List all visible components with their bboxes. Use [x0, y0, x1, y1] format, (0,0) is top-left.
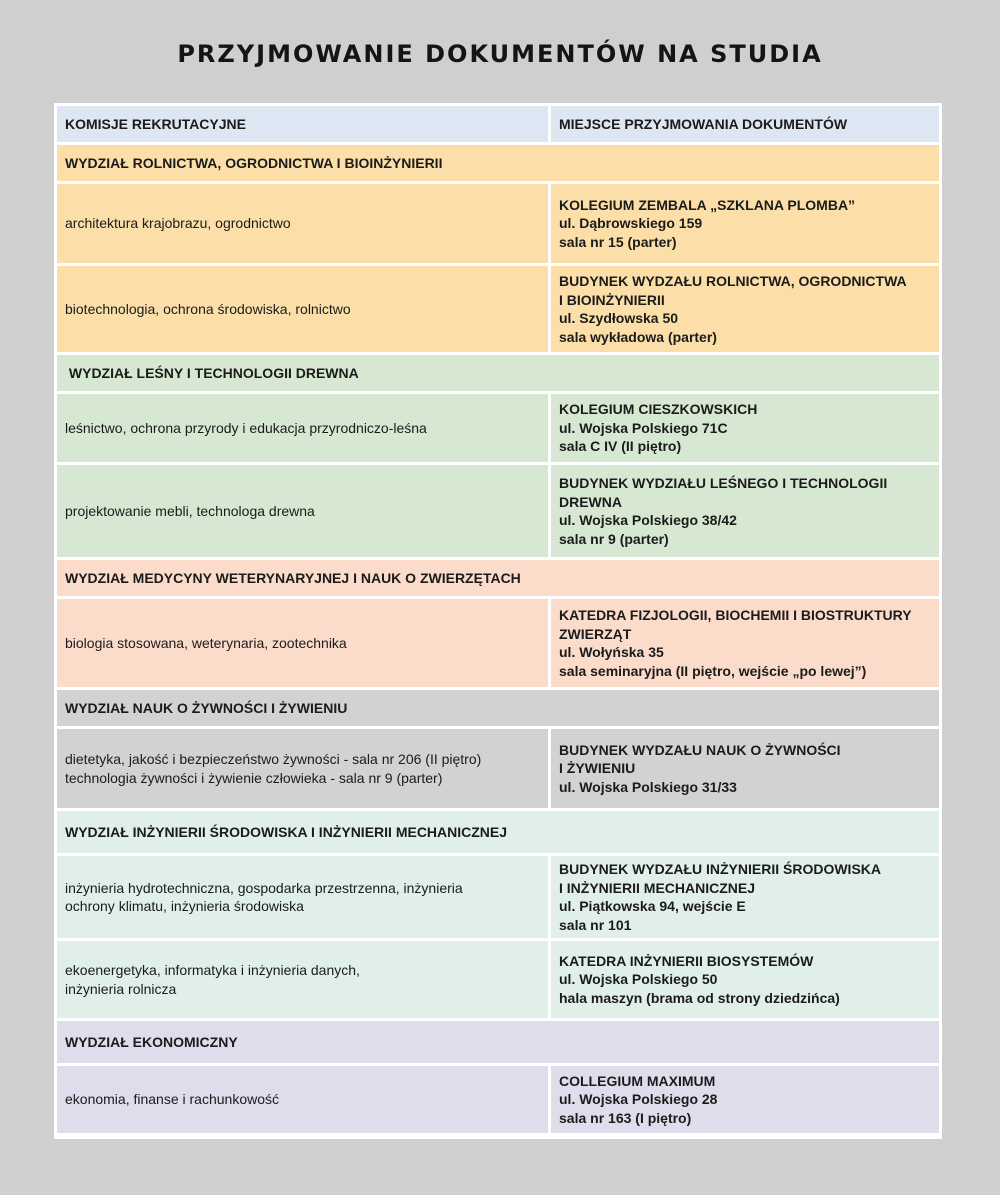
programs-cell — [57, 266, 548, 352]
admissions-table — [54, 103, 942, 1139]
programs-cell — [57, 1066, 548, 1133]
program-line: inżynieria hydrotechniczna, gospodarka przestrzenna, inżynieria — [65, 879, 463, 896]
faculty-row-zywnosc — [57, 690, 939, 726]
place-line: I INŻYNIERII MECHANICZNEJ — [559, 879, 756, 896]
place-line: BUDYNEK WYDZAŁU INŻYNIERII ŚRODOWISKA — [559, 861, 881, 877]
place-line: ul. Wojska Polskiego 31/33 — [559, 778, 737, 795]
place-line: ul. Wojska Polskiego 50 — [559, 971, 718, 988]
place-line: KOLEGIUM ZEMBALA „SZKLANA PLOMBA” — [559, 196, 856, 213]
faculty-name: WYDZIAŁ NAUK O ŻYWNOŚCI I ŻYWIENIU — [57, 690, 939, 726]
header-commissions: KOMISJE REKRUTACYJNE — [57, 106, 548, 142]
place-cell — [551, 394, 939, 462]
programs-cell — [57, 729, 548, 808]
place-cell — [551, 465, 939, 557]
program-line: architektura krajobrazu, ogrodnictwo — [65, 215, 291, 232]
faculty-row-weterynaria — [57, 560, 939, 596]
faculty-row-lesny — [57, 355, 939, 391]
place-line: sala nr 15 (parter) — [559, 233, 677, 250]
faculty-name: WYDZIAŁ LEŚNY I TECHNOLOGII DREWNA — [57, 355, 939, 391]
table-row — [57, 729, 939, 808]
place-line: sala seminaryjna (II piętro, wejście „po lewej”) — [559, 662, 867, 679]
place-line: I ŻYWIENIU — [559, 760, 636, 777]
place-line: sala nr 9 (parter) — [559, 530, 669, 547]
place-line: hala maszyn (brama od strony dziedzińca) — [559, 989, 840, 1006]
place-cell — [551, 184, 939, 263]
program-line: dietetyka, jakość i bezpieczeństwo żywności - sala nr 206 (II piętro) — [65, 751, 482, 767]
place-line: ul. Piątkowska 94, wejście E — [559, 898, 746, 914]
place-line: KOLEGIUM CIESZKOWSKICH — [559, 401, 758, 418]
programs-cell — [57, 184, 548, 263]
faculty-row-rolnictwa — [57, 145, 939, 181]
table-header-row — [57, 106, 939, 142]
place-cell — [551, 266, 939, 352]
place-line: I BIOINŻYNIERII — [559, 291, 665, 308]
place-line: KATEDRA FIZJOLOGII, BIOCHEMII I BIOSTRUKTURY — [559, 607, 912, 623]
place-line: ul. Wołyńska 35 — [559, 644, 664, 660]
faculty-name: WYDZIAŁ ROLNICTWA, OGRODNICTWA I BIOINŻYNIERII — [57, 145, 939, 181]
place-cell — [551, 729, 939, 808]
table-row — [57, 394, 939, 462]
place-cell — [551, 599, 939, 687]
program-line: inżynieria rolnicza — [65, 980, 177, 997]
place-cell — [551, 856, 939, 938]
place-line: ul. Szydłowska 50 — [559, 310, 679, 326]
table-row — [57, 184, 939, 263]
table-row — [57, 599, 939, 687]
place-line: BUDYNEK WYDZAŁU NAUK O ŻYWNOŚCI — [559, 741, 841, 758]
faculty-row-ekonomiczny — [57, 1021, 939, 1063]
place-line: sala wykładowa (parter) — [559, 328, 717, 345]
place-line: sala nr 101 — [559, 916, 632, 933]
program-line: technologia żywności i żywienie człowieka - sala nr 9 (parter) — [65, 769, 443, 786]
faculty-name: WYDZIAŁ EKONOMICZNY — [57, 1021, 939, 1063]
programs-cell — [57, 465, 548, 557]
place-line: ul. Wojska Polskiego 38/42 — [559, 512, 737, 528]
programs-cell — [57, 599, 548, 687]
place-cell — [551, 941, 939, 1018]
faculty-name: WYDZIAŁ MEDYCYNY WETERYNARYJNEJ I NAUK O ZWIERZĘTACH — [57, 560, 939, 596]
table-row — [57, 465, 939, 557]
program-line: ekoenergetyka, informatyka i inżynieria danych, — [65, 962, 360, 978]
place-line: KATEDRA INŻYNIERII BIOSYSTEMÓW — [559, 952, 814, 969]
place-line: DREWNA — [559, 493, 622, 510]
program-line: biologia stosowana, weterynaria, zootechnika — [65, 634, 347, 651]
place-line: ul. Dąbrowskiego 159 — [559, 215, 703, 232]
program-line: leśnictwo, ochrona przyrody i edukacja przyrodniczo-leśna — [65, 419, 427, 436]
program-line: projektowanie mebli, technologa drewna — [65, 502, 315, 519]
table-row — [57, 266, 939, 352]
faculty-row-inzynieria — [57, 811, 939, 853]
place-line: sala nr 163 (I piętro) — [559, 1109, 692, 1126]
place-cell — [551, 1066, 939, 1133]
place-line: ul. Wojska Polskiego 71C — [559, 419, 728, 436]
table-row — [57, 941, 939, 1018]
programs-cell — [57, 856, 548, 938]
programs-cell — [57, 394, 548, 462]
place-line: BUDYNEK WYDZIAŁU LEŚNEGO I TECHNOLOGII — [559, 475, 888, 491]
program-line: ekonomia, finanse i rachunkowość — [65, 1091, 280, 1108]
table-row — [57, 856, 939, 938]
place-line: ul. Wojska Polskiego 28 — [559, 1091, 718, 1108]
place-line: sala C IV (II piętro) — [559, 438, 682, 455]
program-line: ochrony klimatu, inżynieria środowiska — [65, 898, 304, 914]
faculty-name: WYDZIAŁ INŻYNIERII ŚRODOWISKA I INŻYNIERII MECHANICZNEJ — [57, 811, 939, 853]
place-line: COLLEGIUM MAXIMUM — [559, 1072, 716, 1089]
header-places: MIEJSCE PRZYJMOWANIA DOKUMENTÓW — [551, 106, 939, 142]
place-line: ZWIERZĄT — [559, 625, 632, 642]
program-line: biotechnologia, ochrona środowiska, rolnictwo — [65, 300, 351, 317]
table-row — [57, 1066, 939, 1133]
programs-cell — [57, 941, 548, 1018]
place-line: BUDYNEK WYDZAŁU ROLNICTWA, OGRODNICTWA — [559, 273, 907, 289]
page-title: PRZYJMOWANIE DOKUMENTÓW NA STUDIA — [177, 40, 823, 68]
